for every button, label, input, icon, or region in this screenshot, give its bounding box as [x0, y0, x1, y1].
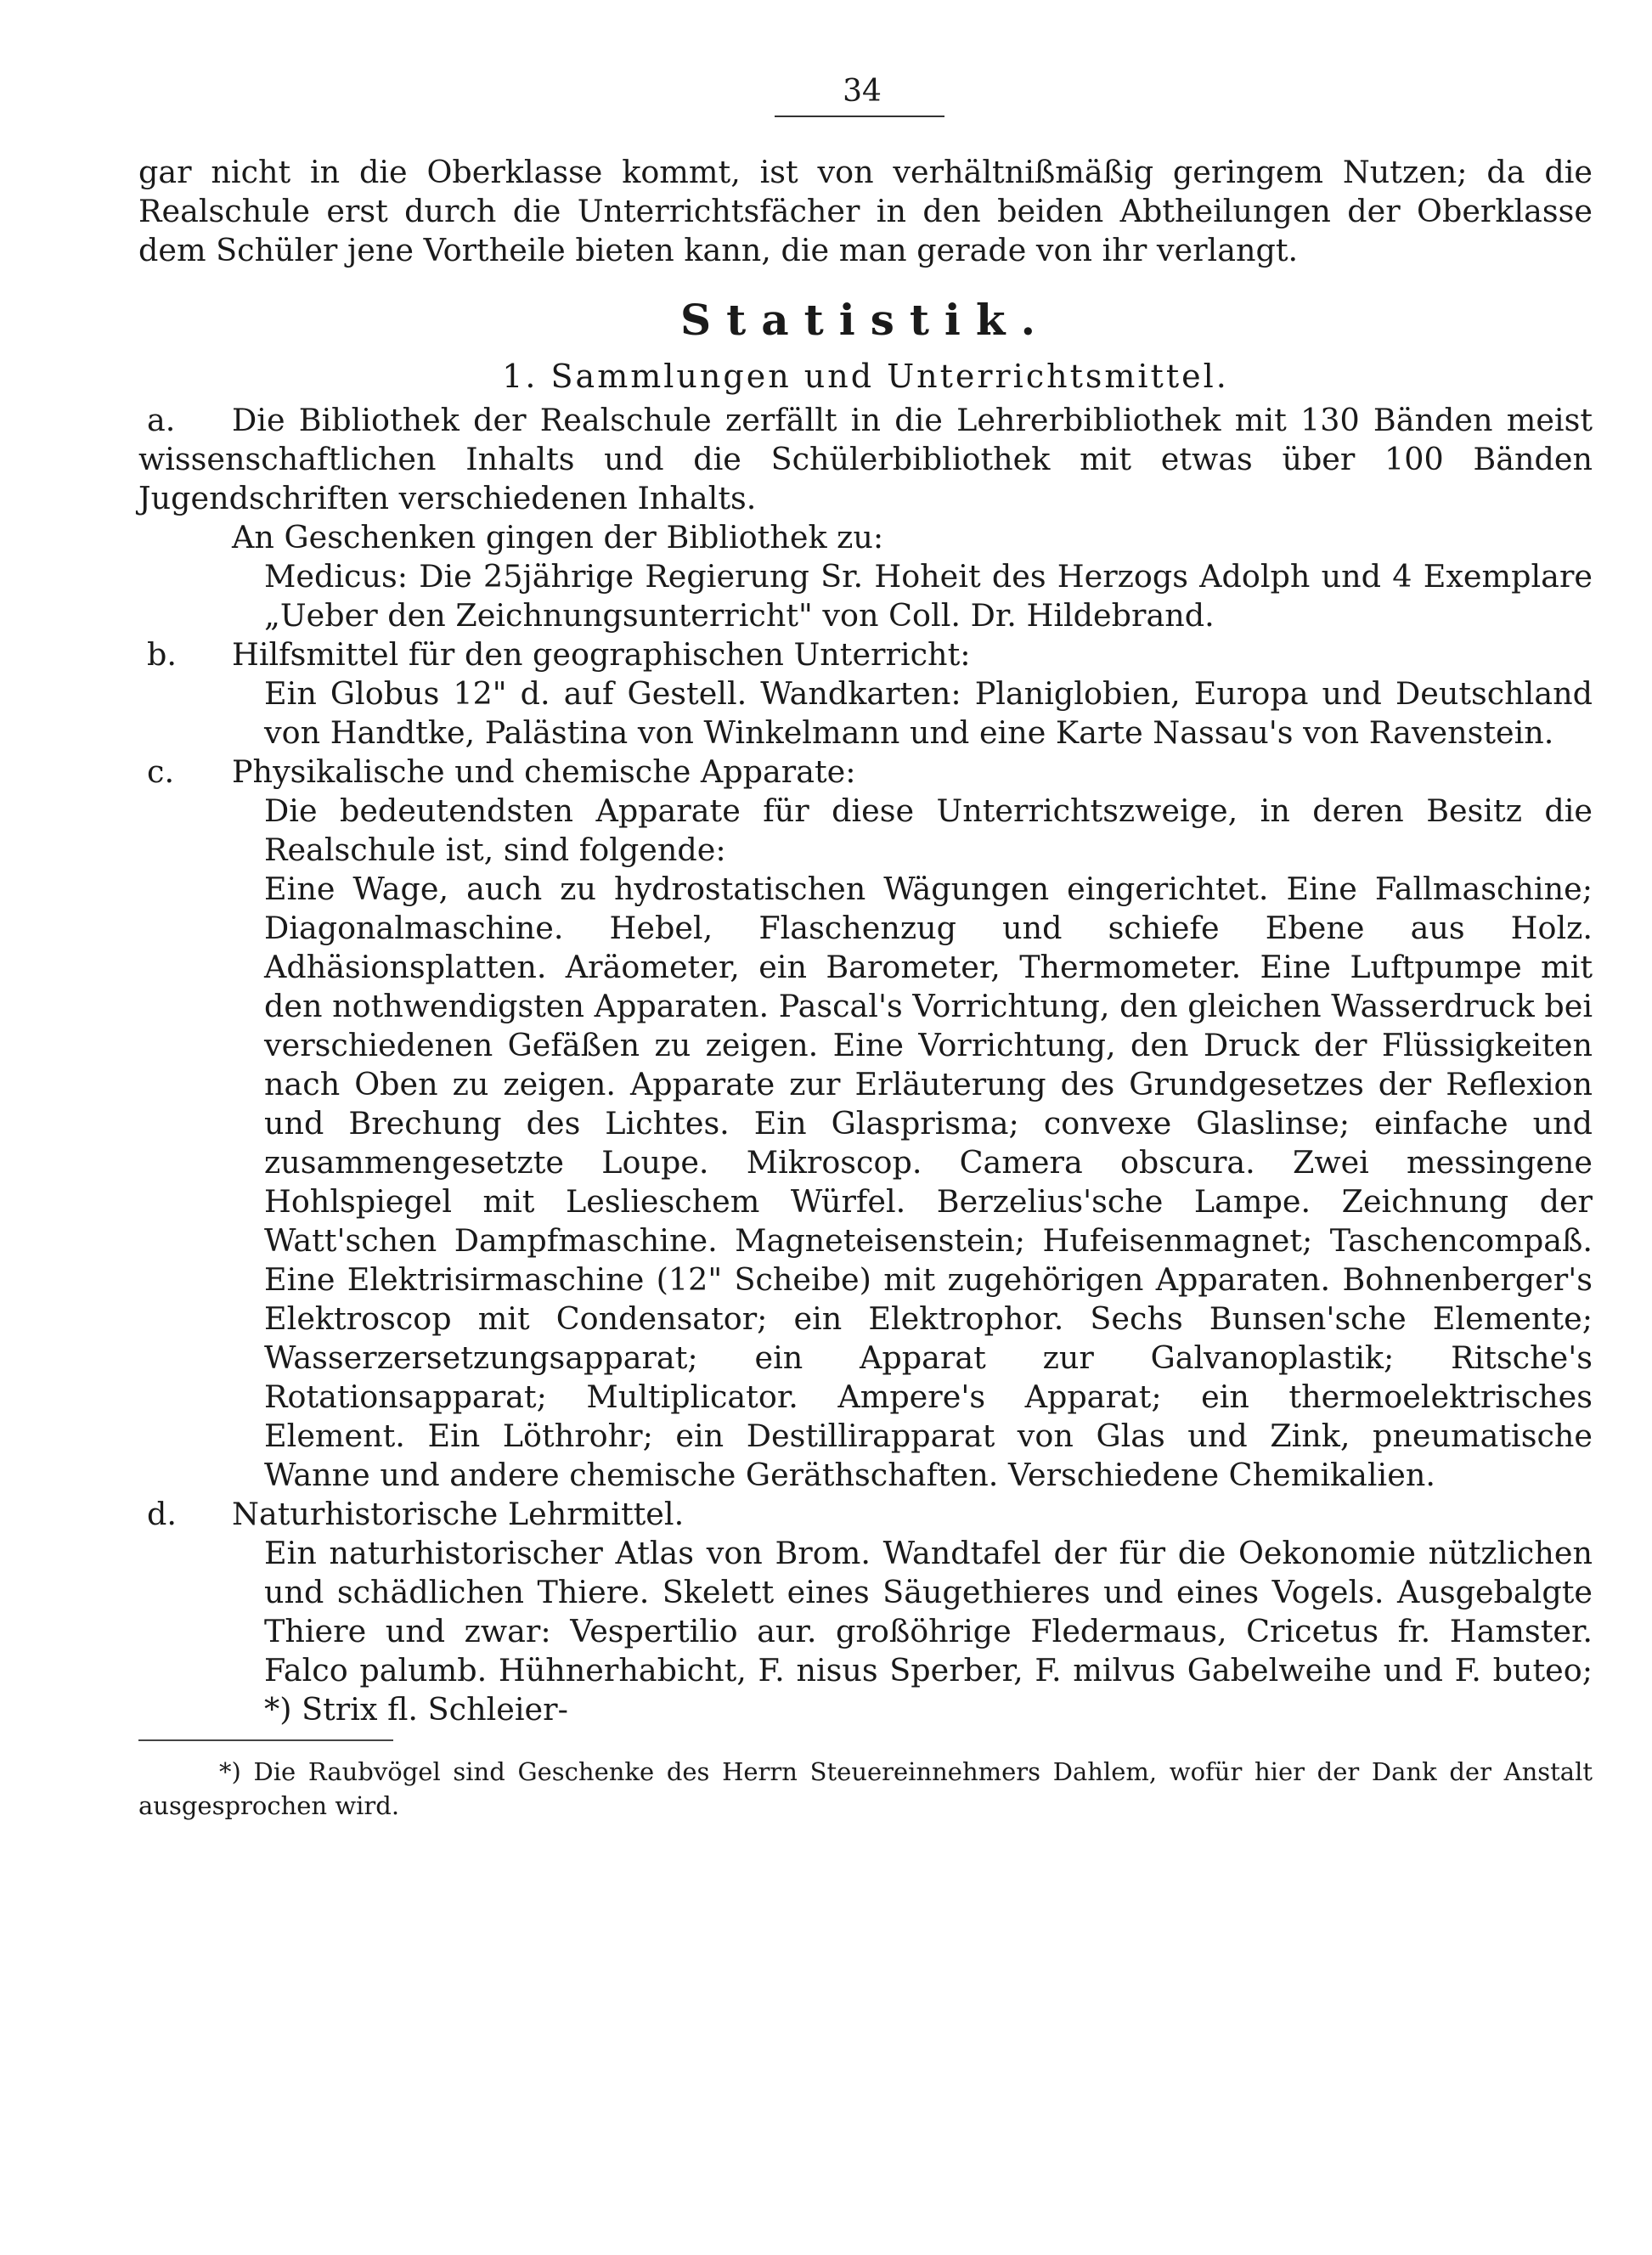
page-number: 34 [843, 74, 882, 109]
section-d-label: d. [147, 1496, 177, 1532]
section-c-text: Eine Wage, auch zu hydrostatischen Wägungen eingerichtet. Eine Fallmaschine; Diagonalmaschine. Hebel, Flaschenzug und schiefe Ebene aus Holz. Adhäsionsplatten. Aräometer, ein Barometer, Thermometer. Eine Luftpumpe mit den nothwendigsten Apparaten. Pascal's Vorrichtung, den gleichen Wasserdruck bei verschiedenen Gefäßen zu zeigen. Eine Vorrichtung, den Druck der Flüssigkeiten nach Oben zu zeigen. Apparate zur Erläuterung des Grundgesetzes der Reflexion und Brechung des Lichtes. Ein Glasprisma; convexe Glaslinse; einfache und zusammengesetzte Loupe. Mikroscop. Camera obscura. Zwei messingene Hohlspiegel mit Leslieschem Würfel. Berzelius'sche Lampe. Zeichnung der Watt'schen Dampfmaschine. Magneteisenstein; Hufeisenmagnet; Taschencompaß. Eine Elektrisirmaschine (12" Scheibe) mit zugehörigen Apparaten. Bohnenberger's Elektroscop mit Condensator; ein Elektrophor. Sechs Bunsen'sche Elemente; Wasserzersetzungsapparat; ein Apparat zur Galvanoplastik; Ritsche's Rotationsapparat; Multiplicator. Ampere's Apparat; ein thermoelektrisches Element. Ein Löthrohr; ein Destillirapparat von Glas und Zink, pneumatische Wanne und andere chemische Geräthschaften. Verschiedene Chemikalien. [264, 871, 1593, 1493]
gifts-intro: An Geschenken gingen der Bibliothek zu: [232, 519, 884, 555]
footnote-rule [138, 1739, 393, 1741]
footnote: *) Die Raubvögel sind Geschenke des Herrn Steuereinnehmers Dahlem, wofür hier der Dank der Anstalt ausgesprochen wird. [138, 1757, 1593, 1820]
intro-paragraph: gar nicht in die Oberklasse kommt, ist von verhältnißmäßig geringem Nutzen; da die Realschule erst durch die Unterrichtsfächer in den beiden Abtheilungen der Oberklasse dem Schüler jene Vortheile bieten kann, die man gerade von ihr verlangt. [138, 154, 1593, 268]
body-text [138, 153, 1593, 1823]
section-b-title: Hilfsmittel für den geographischen Unterricht: [232, 636, 971, 673]
section-heading: Statistik. [680, 295, 1051, 345]
section-b-label: b. [147, 636, 177, 673]
section-c-title: Physikalische und chemische Apparate: [232, 753, 856, 790]
gifts-text: Medicus: Die 25jährige Regierung Sr. Hoheit des Herzogs Adolph und 4 Exemplare „Ueber den Zeichnungsunterricht" von Coll. Dr. Hildebrand. [264, 558, 1593, 634]
section-d-text: Ein naturhistorischer Atlas von Brom. Wandtafel der für die Oekonomie nützlichen und schädlichen Thiere. Skelett eines Säugethieres und eines Vogels. Ausgebalgte Thiere und zwar: Vespertilio aur. großöhrige Fledermaus, Cricetus fr. Hamster. Falco palumb. Hühnerhabicht, F. nisus Sperber, F. milvus Gabelweihe und F. buteo; *) Strix fl. Schleier- [264, 1535, 1593, 1728]
section-a-text: Die Bibliothek der Realschule zerfällt in die Lehrerbibliothek mit 130 Bänden meist wissenschaftlichen Inhalts und die Schülerbibliothek mit etwas über 100 Bänden Jugendschriften verschiedenen Inhalts. [138, 402, 1593, 516]
section-c [138, 753, 1593, 792]
section-b-text: Ein Globus 12" d. auf Gestell. Wandkarten: Planiglobien, Europa und Deutschland von Handtke, Palästina von Winkelmann und eine Karte Nassau's von Ravenstein. [264, 675, 1593, 751]
section-d-title: Naturhistorische Lehrmittel. [232, 1496, 685, 1532]
section-subheading: 1. Sammlungen und Unterrichtsmittel. [502, 358, 1229, 395]
section-d [138, 1495, 1593, 1534]
section-c-intro: Die bedeutendsten Apparate für diese Unterrichtszweige, in deren Besitz die Realschule ist, sind folgende: [264, 792, 1593, 868]
section-a [138, 401, 1593, 518]
section-a-label: a. [147, 402, 176, 438]
page-number-rule [775, 116, 944, 117]
section-b [138, 635, 1593, 674]
section-c-label: c. [147, 753, 175, 790]
